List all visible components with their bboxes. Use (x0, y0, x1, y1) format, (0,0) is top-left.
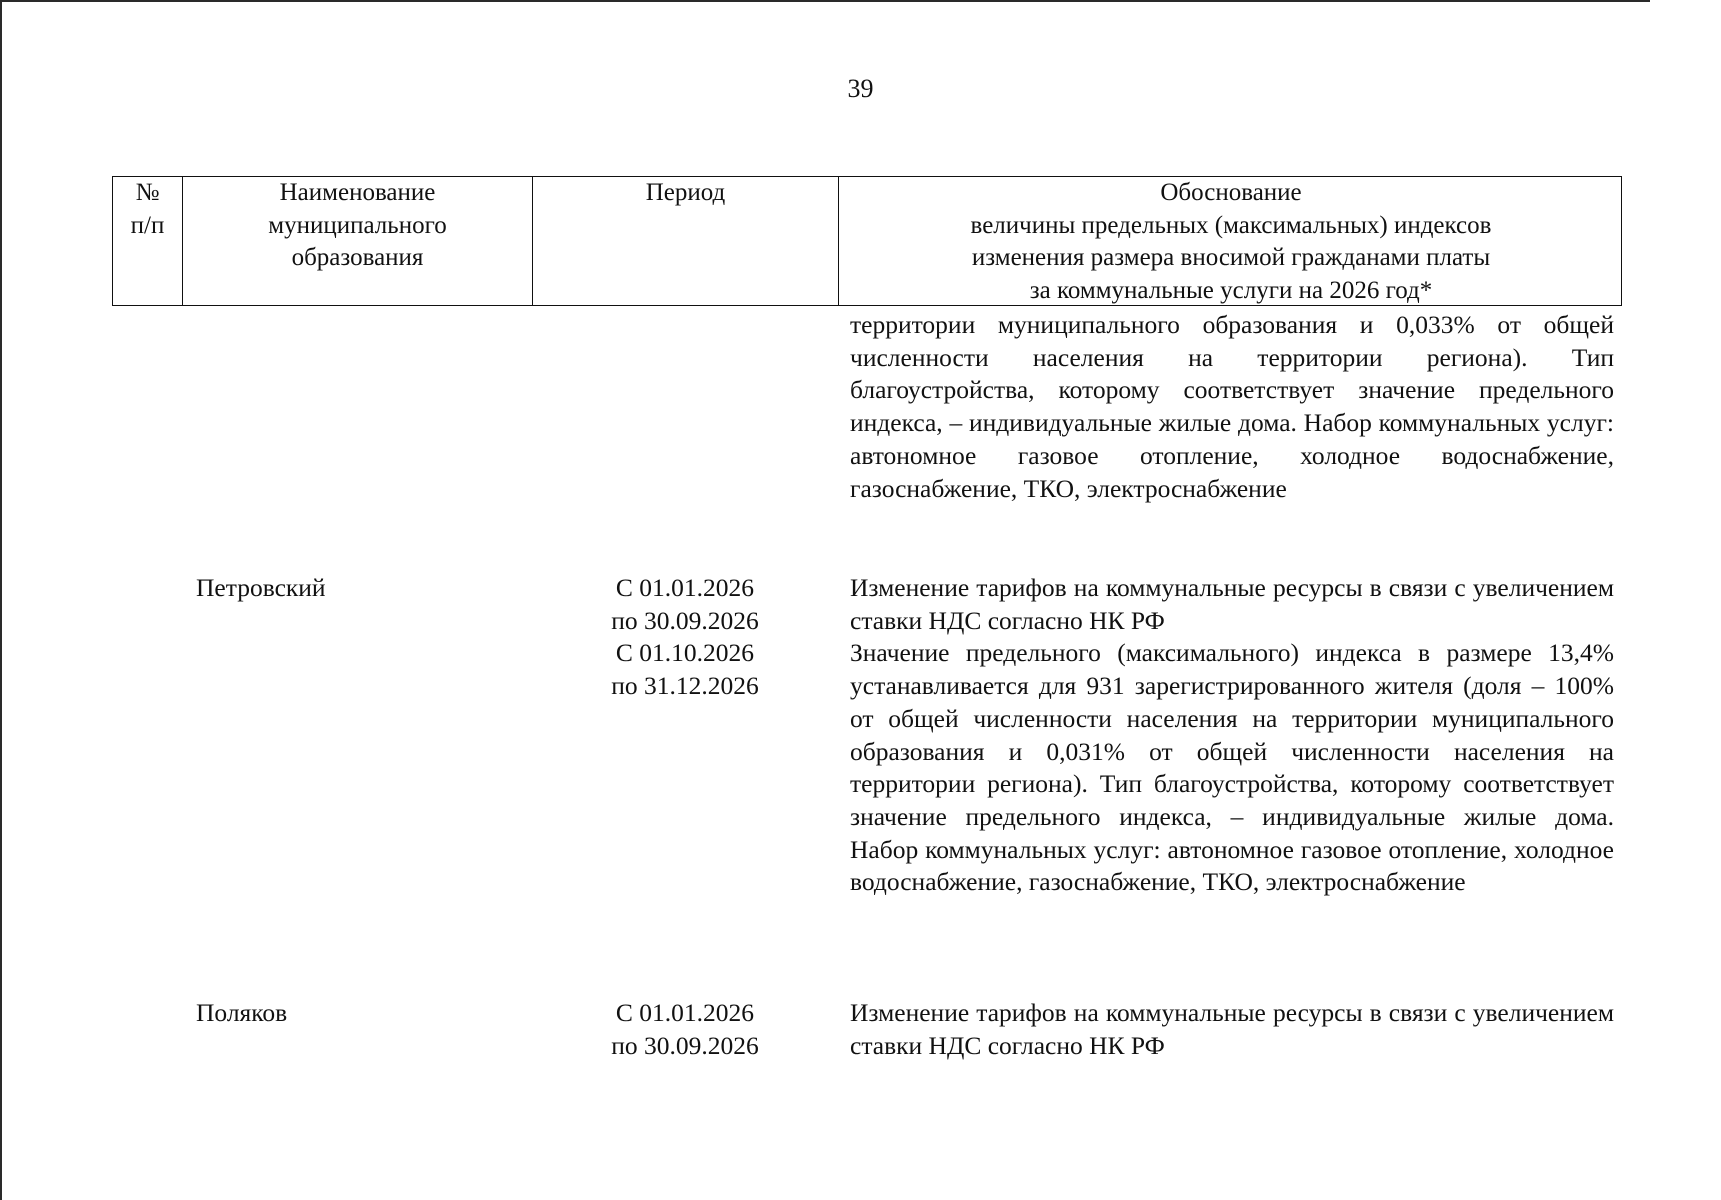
header-municipality-line: образования (291, 244, 424, 271)
header-justification-line: изменения размера вносимой гражданами платы (971, 244, 1491, 271)
period-line: С 01.10.2026 (615, 638, 755, 668)
period-cell (532, 997, 838, 1062)
header-cell-justification (839, 177, 1623, 305)
header-municipality-line: Наименование (279, 179, 436, 206)
header-municipality-line: муниципального (268, 211, 447, 239)
header-period-line: Период (645, 179, 726, 206)
municipality-name: Поляков (196, 998, 288, 1027)
header-justification-line: Обоснование (1160, 179, 1302, 206)
header-justification-line: за коммунальные услуги на 2026 год* (1029, 276, 1433, 304)
justification-cell (850, 309, 1614, 505)
scan-edge-top (0, 0, 1650, 2)
period-line: С 01.01.2026 (615, 998, 755, 1027)
header-number-line: № (135, 179, 160, 206)
header-cell-municipality (183, 177, 533, 305)
header-cell-number (113, 177, 183, 305)
period-line: по 30.09.2026 (611, 605, 759, 635)
page-number: 39 (847, 74, 874, 103)
justification-paragraph: Изменение тарифов на коммунальные ресурсы в связи с увеличением ставки НДС согласно НК РФ (850, 998, 1614, 1060)
header-cell-period (533, 177, 839, 305)
justification-paragraph: Изменение тарифов на коммунальные ресурсы в связи с увеличением ставки НДС согласно НК РФ (850, 573, 1614, 635)
justification-paragraph: Значение предельного (максимального) индекса в размере 13,4% устанавливается для 931 зарегистрированного жителя (доля – 100% от общей численности населения на территории муниципального образования и 0,031% от общей численности населения на территории региона). Тип благоустройства, которому соответствует значение предельного индекса, – индивидуальные жилые дома. Набор коммунальных услуг: автономное газовое отопление, холодное водоснабжение, газоснабжение, ТКО, электроснабжение (850, 638, 1614, 897)
justification-paragraph: территории муниципального образования и 0,033% от общей численности населения на территории региона). Тип благоустройства, которому соответствует значение предельного индекса, – индивидуальные жилые дома. Набор коммунальных услуг: автономное газовое отопление, холодное водоснабжение, газоснабжение, ТКО, электроснабжение (850, 310, 1614, 503)
header-number-line: п/п (130, 211, 165, 239)
period-cell (532, 572, 838, 703)
period-line: по 31.12.2026 (611, 671, 759, 701)
period-line: С 01.01.2026 (615, 573, 755, 602)
municipality-name: Петровский (196, 573, 326, 602)
table-header (112, 176, 1622, 306)
header-justification-line: величины предельных (максимальных) индексов (970, 211, 1492, 239)
scan-edge-left (0, 0, 2, 1200)
period-line: по 30.09.2026 (611, 1030, 759, 1060)
justification-cell (850, 572, 1614, 899)
justification-cell (850, 997, 1614, 1062)
